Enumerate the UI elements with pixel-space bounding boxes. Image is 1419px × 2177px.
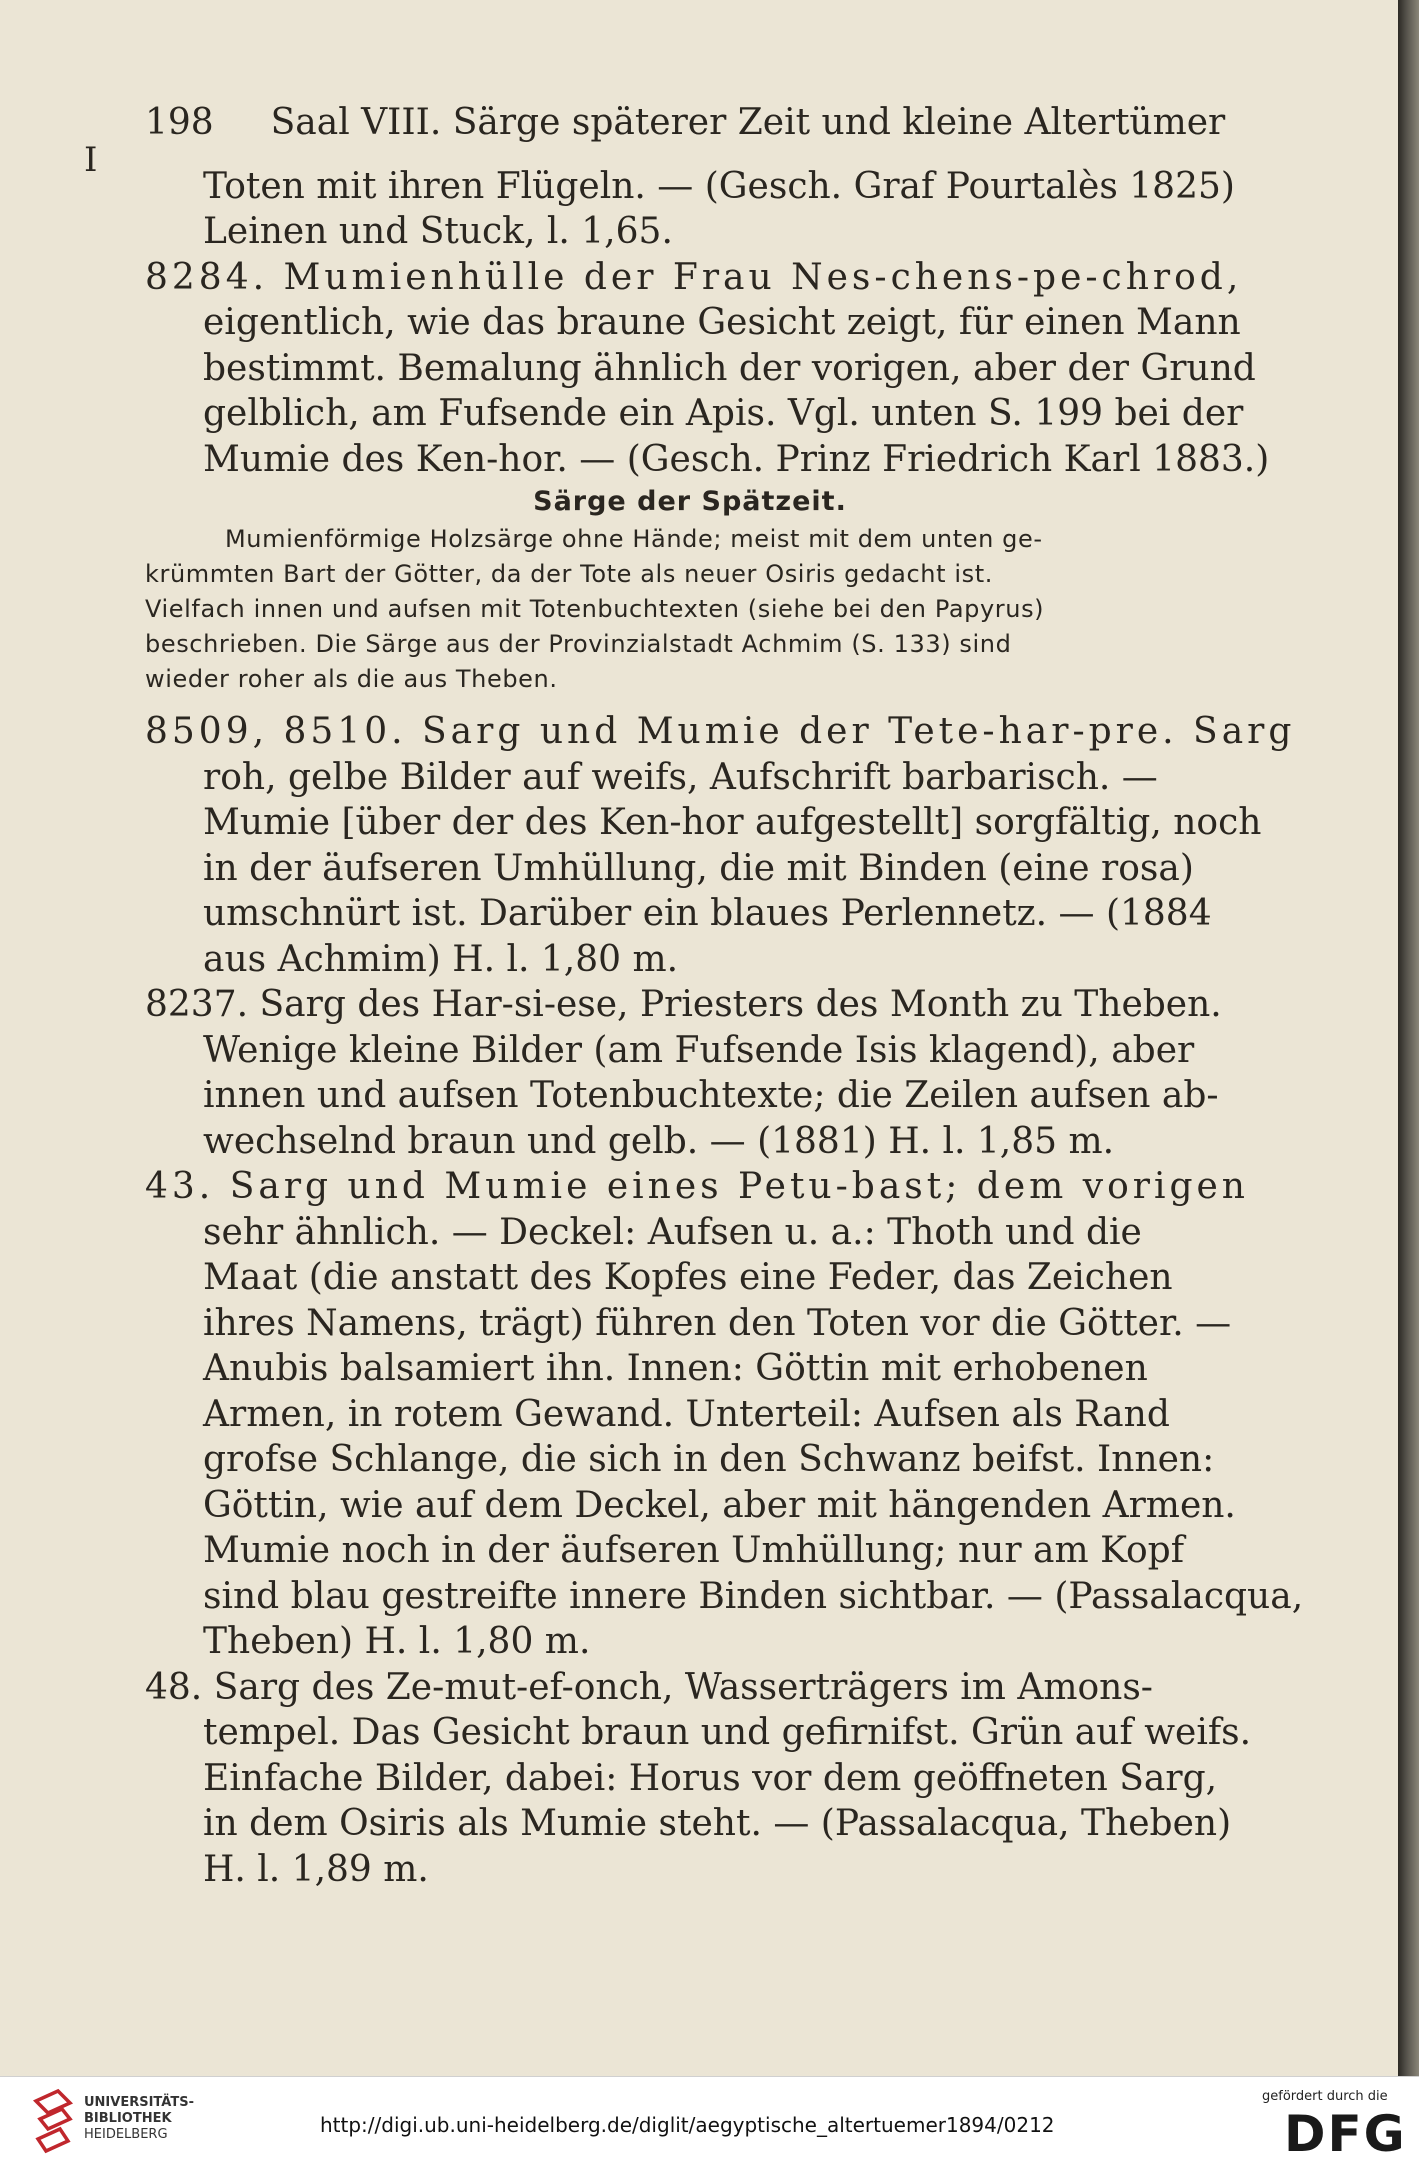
small-text-line: krümmten Bart der Götter, da der Tote als neuer Osiris gedacht ist.	[145, 560, 993, 588]
page-text	[145, 100, 1304, 1892]
text-line: Göttin, wie auf dem Deckel, aber mit hängenden Armen.	[203, 1484, 1236, 1526]
logo-line: UNIVERSITÄTS-	[84, 2095, 194, 2110]
text-line: in dem Osiris als Mumie steht. — (Passalacqua, Theben)	[203, 1803, 1232, 1844]
text-line: wechselnd braun und gelb. — (1881) H. l. 1,85 m.	[203, 1120, 1115, 1162]
text-line: H. l. 1,89 m.	[203, 1848, 429, 1890]
text-line: Mumie noch in der äufseren Umhüllung; nur am Kopf	[203, 1530, 1185, 1571]
text-line: grofse Schlange, die sich in den Schwanz beifst. Innen:	[203, 1439, 1215, 1480]
text-line: 8284. Mumienhülle der Frau Nes-chens-pe-chrod,	[145, 256, 1243, 298]
library-logo-text	[84, 2095, 194, 2143]
text-line: ihres Namens, trägt) führen den Toten vor die Götter. —	[203, 1302, 1232, 1344]
permalink-url[interactable]: http://digi.ub.uni-heidelberg.de/diglit/aegyptische_altertuemer1894/0212	[320, 2113, 1055, 2137]
text-line: roh, gelbe Bilder auf weifs, Aufschrift barbarisch. —	[203, 756, 1158, 798]
library-logo-icon	[30, 2087, 76, 2159]
text-line: umschnürt ist. Darüber ein blaues Perlennetz. — (1884	[203, 893, 1212, 934]
text-line: sehr ähnlich. — Deckel: Aufsen u. a.: Thoth und die	[203, 1211, 1142, 1253]
text-line: bestimmt. Bemalung ähnlich der vorigen, aber der Grund	[203, 347, 1256, 389]
text-line: 48. Sarg des Ze-mut-ef-onch, Wasserträgers im Amons-	[145, 1666, 1153, 1708]
text-line: Mumie [über der des Ken-hor aufgestellt] sorgfältig, noch	[203, 802, 1262, 843]
page-edge-shadow	[1398, 0, 1419, 2076]
digitization-footer	[0, 2076, 1419, 2177]
text-line: sind blau gestreifte innere Binden sichtbar. — (Passalacqua,	[203, 1575, 1304, 1617]
text-line: Anubis balsamiert ihn. Innen: Göttin mit erhobenen	[203, 1348, 1148, 1389]
text-line: Einfache Bilder, dabei: Horus vor dem geöffneten Sarg,	[203, 1757, 1218, 1799]
text-line: Leinen und Stuck, l. 1,65.	[203, 211, 673, 252]
logo-line: BIBLIOTHEK	[84, 2111, 172, 2126]
text-line: in der äufseren Umhüllung, die mit Binden (eine rosa)	[203, 847, 1194, 889]
text-line: Toten mit ihren Flügeln. — (Gesch. Graf Pourtalès 1825)	[203, 165, 1235, 207]
text-line: Armen, in rotem Gewand. Unterteil: Aufsen als Rand	[203, 1393, 1170, 1435]
text-line: Wenige kleine Bilder (am Fufsende Isis klagend), aber	[203, 1029, 1195, 1071]
small-text-line: Mumienförmige Holzsärge ohne Hände; meist mit dem unten ge-	[225, 525, 1043, 553]
text-line: Theben) H. l. 1,80 m.	[203, 1621, 591, 1662]
text-line: 8237. Sarg des Har-si-ese, Priesters des Month zu Theben.	[145, 984, 1222, 1025]
section-heading: Särge der Spätzeit.	[533, 486, 847, 517]
dfg-logo: DFG	[1284, 2105, 1407, 2163]
running-title: Saal VIII. Särge späterer Zeit und kleine Altertümer	[270, 102, 1226, 143]
text-line: 8509, 8510. Sarg und Mumie der Tete-har-pre. Sarg	[145, 711, 1296, 752]
text-line: 43. Sarg und Mumie eines Petu-bast; dem vorigen	[145, 1166, 1249, 1207]
small-text-line: wieder roher als die aus Theben.	[145, 665, 558, 693]
small-text-line: Vielfach innen und aufsen mit Totenbuchtexten (siehe bei den Papyrus)	[145, 595, 1045, 623]
text-line: eigentlich, wie das braune Gesicht zeigt, für einen Mann	[203, 302, 1241, 343]
small-text-line: beschrieben. Die Särge aus der Provinzialstadt Achmim (S. 133) sind	[145, 630, 1012, 658]
logo-line: HEIDELBERG	[84, 2127, 168, 2142]
text-line: aus Achmim) H. l. 1,80 m.	[203, 938, 679, 980]
text-line: Mumie des Ken-hor. — (Gesch. Prinz Friedrich Karl 1883.)	[203, 438, 1270, 480]
text-line: gelblich, am Fufsende ein Apis. Vgl. unten S. 199 bei der	[203, 393, 1244, 434]
text-line: tempel. Das Gesicht braun und gefirnifst. Grün auf weifs.	[203, 1712, 1252, 1753]
margin-number: I	[84, 140, 98, 180]
running-header	[145, 100, 1275, 146]
text-line: Maat (die anstatt des Kopfes eine Feder, das Zeichen	[203, 1257, 1173, 1298]
text-line: innen und aufsen Totenbuchtexte; die Zeilen aufsen ab-	[203, 1075, 1219, 1116]
funded-by-label: gefördert durch die	[1262, 2089, 1388, 2104]
page-number: 198	[145, 102, 214, 143]
